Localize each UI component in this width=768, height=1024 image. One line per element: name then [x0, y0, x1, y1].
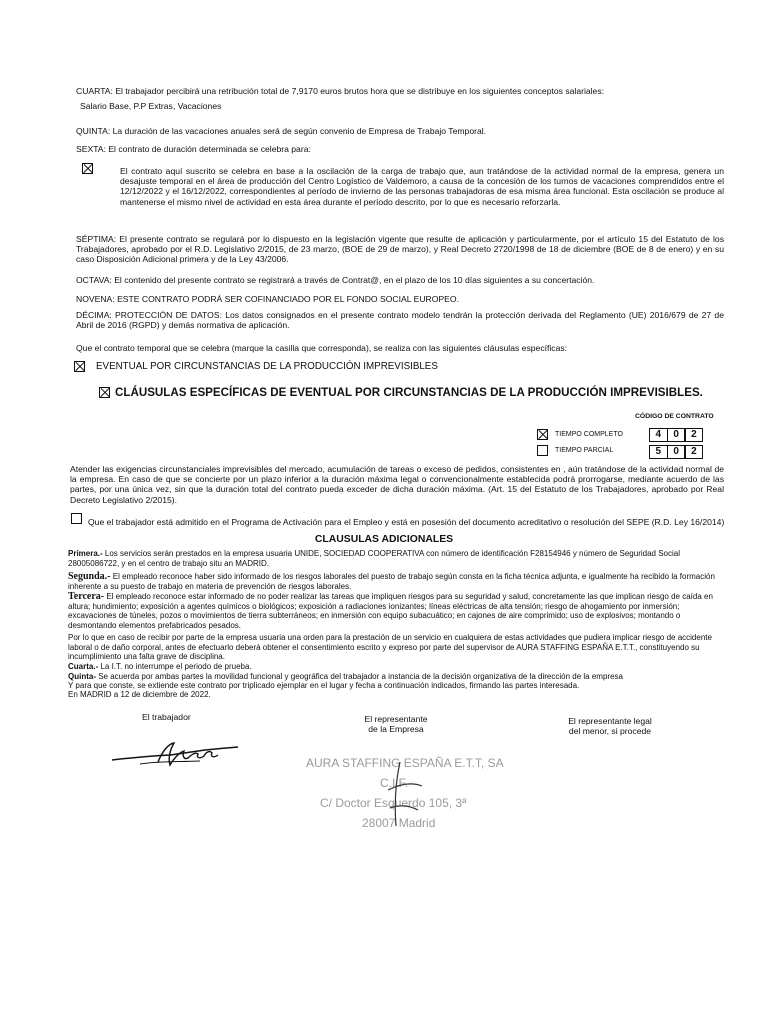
tiempo-parcial-code [650, 445, 703, 459]
firma-empresa-label [336, 714, 456, 734]
firma-empresa-line1: El representante [364, 714, 428, 724]
tiempo-completo-code [650, 428, 703, 442]
clause-sexta-text: El contrato aquí suscrito se celebra en base a la oscilación de la carga de trabajo que, aun tratándose de la actividad normal de la empresa, genera un desajuste temporal en el área de producción del Centro Logístico de Valdemoro, a causa de la concesión de los turnos de vacaciones comprendidos entre el 12/12/2022 y el 16/12/2022, correspondientes al período de invierno de las personas trabajadoras de esa misma área funcional. Esta oscilación se produce al mantenerse el mismo nivel de actividad en esta área durante el período descrito, por lo que es necesario reforzarla. [120, 166, 724, 207]
code-digit: 0 [667, 445, 686, 459]
programa-checkbox[interactable] [71, 513, 82, 524]
segunda-text: El empleado reconoce haber sido informado de los riesgos laborales del puesto de trabajo según consta en la ficha técnica adjunta, e igualmente ha recibido la formación inherente a su puesto de trabajo en materia de prevención de riesgos laborales. [68, 572, 715, 591]
clause-cuarta-concepts: Salario Base, P.P Extras, Vacaciones [80, 101, 222, 111]
adicionales-title: CLAUSULAS ADICIONALES [314, 534, 454, 545]
code-digit: 0 [667, 428, 686, 442]
clause-primera [68, 549, 726, 568]
cuarta-ad-text: La I.T. no interrumpe el periodo de prueba. [98, 662, 252, 671]
worker-signature [110, 738, 240, 770]
quinta-ad-label: Quinta- [68, 672, 96, 681]
clause-cuarta: CUARTA: El trabajador percibirá una retribución total de 7,9170 euros brutos hora que se distribuye en los siguientes conceptos salariales: [76, 86, 605, 96]
clause-tercera [68, 592, 726, 630]
tiempo-completo-checkbox[interactable] [537, 429, 548, 440]
clause-tercera-cont: Por lo que en caso de recibir por parte de la empresa usuaria una orden para la prestación de un servicio en cualquiera de estas actividades que pudiera implicar riesgo de accidente laboral o de daño corporal, antes de efectuarlo deberá obtener el consentimiento escrito y expreso por parte del supervisor de AURA STAFFING ESPAÑA E.T.T., constituyendo su incumplimiento una falta grave de disciplina. [68, 633, 712, 662]
stamp-line3: C/ Doctor Esquerdo 105, 3ª [320, 796, 467, 810]
representative-signature [370, 760, 430, 830]
clause-sexta: SEXTA: El contrato de duración determinada se celebra para: [76, 144, 311, 154]
code-digit: 2 [684, 445, 703, 459]
clause-octava: OCTAVA: El contenido del presente contrato se registrará a través de Contrat@, en el plazo de los 10 días siguientes a su concertación. [76, 275, 595, 285]
clause-quinta: QUINTA: La duración de las vacaciones anuales será de según convenio de Empresa de Trabajo Temporal. [76, 126, 487, 136]
stamp-line1: AURA STAFFING ESPAÑA E.T.T, SA [306, 756, 504, 770]
firma-trabajador-label: El trabajador [142, 712, 191, 722]
clausulas-checkbox[interactable] [99, 387, 110, 398]
sexta-checkbox[interactable] [82, 163, 93, 174]
codigo-label: CÓDIGO DE CONTRATO [635, 413, 714, 420]
programa-text: Que el trabajador está admitido en el Programa de Activación para el Empleo y está en posesión del documento acreditativo o resolución del SEPE (R.D. Ley 16/2014) [88, 517, 725, 527]
segunda-label: Segunda.- [68, 571, 111, 582]
primera-label: Primera.- [68, 549, 103, 558]
clauses-intro: Que el contrato temporal que se celebra (marque la casilla que corresponda), se realiza con las siguientes cláusulas específicas: [76, 343, 568, 353]
clause-cuarta-adicional [68, 662, 726, 672]
clause-septima: SÉPTIMA: El presente contrato se regulará por lo dispuesto en la legislación vigente que resulte de aplicación y particularmente, por el artículo 15 del Estatuto de los Trabajadores, aprobado por el R.D. Legislativo 2/2015, de 23 marzo, (BOE de 29 de marzo), y Real Decreto 2720/1998 de 18 de diciembre (BOE de 8 de enero) y en su caso Disposición Adicional primera y de la Ley 43/2006. [76, 234, 724, 265]
eventual-option-label: EVENTUAL POR CIRCUNSTANCIAS DE LA PRODUCCIÓN IMPREVISIBLES [96, 361, 438, 372]
cuarta-ad-label: Cuarta.- [68, 662, 99, 671]
clause-novena: NOVENA: ESTE CONTRATO PODRÁ SER COFINANCIADO POR EL FONDO SOCIAL EUROPEO. [76, 294, 459, 304]
code-digit: 4 [649, 428, 668, 442]
clausulas-title: CLÁUSULAS ESPECÍFICAS DE EVENTUAL POR CIRCUNSTANCIAS DE LA PRODUCCIÓN IMPREVISIBLES. [115, 386, 703, 399]
clause-segunda [68, 572, 726, 591]
code-digit: 5 [649, 445, 668, 459]
firma-legal-line1: El representante legal [568, 716, 652, 726]
tiempo-parcial-label: TIEMPO PARCIAL [555, 447, 614, 454]
firma-legal-label [545, 716, 675, 736]
atender-text: Atender las exigencias circunstanciales imprevisibles del mercado, acumulación de tareas o exceso de pedidos, consistentes en , aún tratándose de la actividad normal de la empresa. En caso de que se concierte por un plazo inferior a la duración máxima legal o convencionalmente establecida podrá prorrogarse, mediante acuerdo de las partes, por una única vez, sin que la duración total del contrato pueda exceder de dicha duración máxima. (Art. 15 del Estatuto de los Trabajadores, aprobado por Real Decreto Legislativo 2/2015). [70, 464, 724, 505]
eventual-checkbox[interactable] [74, 361, 85, 372]
tiempo-parcial-checkbox[interactable] [537, 445, 548, 456]
clause-decima: DÉCIMA: PROTECCIÓN DE DATOS: Los datos consignados en el presente contrato modelo tendrán la protección derivada del Reglamento (UE) 2016/679 de 27 de Abril de 2016 (RGPD) y demás normativa de aplicación. [76, 310, 724, 331]
quinta-ad-text: Se acuerda por ambas partes la movilidad funcional y geográfica del trabajador a instancia de la decisión organizativa de la dirección de la empresa [96, 672, 623, 681]
primera-text: Los servicios serán prestados en la empresa usuaria UNIDE, SOCIEDAD COOPERATIVA con número de identificación F28154946 y número de Seguridad Social 28005086722, y en el centro de trabajo situ an MADRID. [68, 549, 681, 568]
code-digit: 2 [684, 428, 703, 442]
firma-legal-line2: del menor, si procede [568, 726, 652, 737]
stamp-line2: C.I.F. [380, 776, 409, 790]
tiempo-completo-label: TIEMPO COMPLETO [555, 431, 623, 438]
fecha-text: En MADRID a 12 de diciembre de 2022. [68, 690, 211, 699]
stamp-line4: 28007 Madrid [362, 816, 436, 830]
constancia-text: Y para que conste, se extiende este contrato por triplicado ejemplar en el lugar y fecha a continuación indicados, firmando las partes interesada. [68, 681, 580, 690]
firma-empresa-line2: de la Empresa [368, 724, 424, 735]
tercera-label: Tercera- [68, 591, 105, 602]
tercera-text: El empleado reconoce estar informado de no poder realizar las tareas que impliquen riesgos para su seguridad y salud, concretamente las que implican riesgo de caída en altura; hundimiento; exposición a agentes químicos o biológicos; exposición a radiaciones ionizantes; líneas eléctricas de alta tensión; riesgo de ahogamiento por inmersión; excavaciones de túneles, pozos o movimientos de tierra subterráneos; en inmersión con equipo subacuático; en cajones de aire comprimido; uso de explosivos; montando o desmontando elementos prefabricados pesados. [68, 592, 713, 630]
